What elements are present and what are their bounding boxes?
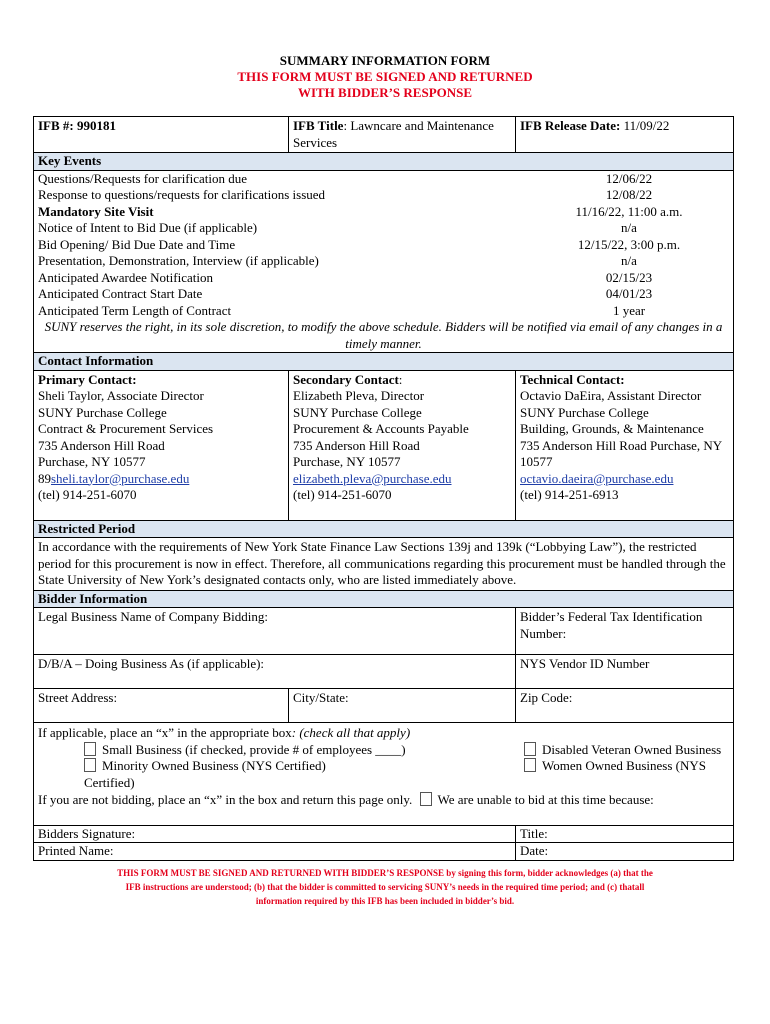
key-event-date: 12/08/22 (605, 187, 653, 202)
signature-field[interactable]: Bidders Signature: (34, 825, 516, 843)
primary-contact-label: Primary Contact: (38, 371, 137, 387)
technical-email-link[interactable]: octavio.daeira@purchase.edu (520, 470, 674, 486)
key-event-row (38, 220, 729, 237)
key-event-date: 1 year (612, 302, 646, 318)
key-event-label: Anticipated Contract Start Date (38, 286, 203, 301)
ifb-title-value: : Lawncare and Maintenance Services (293, 118, 494, 150)
secondary-contact-line: 735 Anderson Hill Road (293, 437, 420, 453)
key-event-row (38, 270, 729, 287)
key-events-list (38, 171, 729, 320)
key-event-row (38, 253, 729, 270)
key-event-label: Questions/Requests for clarification due (38, 170, 248, 186)
key-event-row (38, 204, 729, 221)
women-owned-checkbox[interactable] (524, 758, 536, 772)
key-events-heading: Key Events (34, 153, 734, 171)
disabled-veteran-checkbox[interactable] (524, 742, 536, 756)
small-business-checkbox[interactable] (84, 742, 96, 756)
schedule-note: SUNY reserves the right, in its sole discretion, to modify the above schedule. Bidders will be notified via email of any changes in a timely manner. (44, 319, 723, 351)
form-notice-line-2: WITH BIDDER’S RESPONSE (297, 85, 473, 100)
ifb-number-label: IFB #: (38, 118, 74, 133)
primary-contact-cell (34, 370, 289, 520)
secondary-contact-cell: Secondary Contact: Elizabeth Pleva, Director SUNY Purchase College Procurement & Accounts Payable 735 Anderson Hill Road Purchase, NY 10577 elizabeth.pleva@purchase.edu (tel) 914-251-6070 (289, 370, 516, 520)
form-title: SUMMARY INFORMATION FORM (279, 53, 491, 68)
city-state-field[interactable]: City/State: (289, 689, 516, 723)
primary-email-prefix: 89 (38, 470, 51, 486)
restricted-period-heading: Restricted Period (34, 520, 734, 538)
tax-id-field[interactable]: Bidder’s Federal Tax Identification Number: (516, 608, 734, 655)
small-business-label: Small Business (if checked, provide # of employees ____) (102, 741, 406, 757)
ifb-release-cell (516, 117, 734, 153)
disabled-veteran-label: Disabled Veteran Owned Business (542, 741, 722, 757)
form-notice-line-1: THIS FORM MUST BE SIGNED AND RETURNED (237, 69, 533, 84)
ifb-number: 990181 (77, 118, 116, 133)
contact-info-heading: Contact Information (34, 353, 734, 371)
printed-name-field[interactable]: Printed Name: (34, 843, 516, 861)
key-event-date: n/a (621, 220, 637, 235)
unable-to-bid-text: We are unable to bid at this time because: (437, 792, 654, 807)
primary-contact-line: 735 Anderson Hill Road (38, 437, 165, 453)
key-event-label: Bid Opening/ Bid Due Date and Time (38, 236, 236, 252)
secondary-email-link[interactable]: elizabeth.pleva@purchase.edu (293, 470, 452, 486)
key-event-label: Mandatory Site Visit (38, 203, 154, 219)
bidder-info-heading: Bidder Information (34, 590, 734, 608)
certified-label: Certified) (84, 774, 135, 790)
key-event-date: n/a (621, 253, 637, 268)
key-event-date: 11/16/22, 11:00 a.m. (575, 203, 683, 219)
women-owned-label: Women Owned Business (NYS (542, 758, 706, 773)
vendor-id-field[interactable]: NYS Vendor ID Number (516, 655, 734, 689)
key-event-label: Response to questions/requests for clarifications issued (38, 187, 326, 202)
ifb-number-cell (34, 117, 289, 153)
technical-contact-line: Octavio DaEira, Assistant Director (520, 388, 702, 403)
date-field[interactable]: Date: (516, 843, 734, 861)
footer-notice: THIS FORM MUST BE SIGNED AND RETURNED WITH BIDDER’S RESPONSE by signing this form, bidder acknowledges (a) that the IFB instructions are understood; (b) that the bidder is committed to servicing SUNY’s needs in the required time period; and (c) thatall information required by this IFB has been included in bidder’s bid. (117, 868, 653, 906)
dba-field[interactable]: D/B/A – Doing Business As (if applicable): (34, 655, 516, 689)
key-events-cell (34, 170, 734, 353)
ifb-title-label: IFB Title (293, 118, 344, 133)
primary-contact-line: Contract & Procurement Services (38, 421, 214, 436)
primary-email-link[interactable]: sheli.taylor@purchase.edu (51, 470, 190, 486)
technical-contact-line: 735 Anderson Hill Road Purchase, NY 10577 (520, 437, 722, 469)
secondary-contact-line: SUNY Purchase College (293, 404, 422, 420)
secondary-contact-label: Secondary Contact (293, 371, 399, 387)
technical-contact-line: Building, Grounds, & Maintenance (520, 421, 704, 436)
key-event-date: 12/15/22, 3:00 p.m. (577, 236, 681, 252)
ifb-release-date: 11/09/22 (623, 118, 670, 133)
key-event-label: Notice of Intent to Bid Due (if applicable) (38, 220, 258, 235)
business-type-cell (34, 723, 734, 826)
key-event-date: 02/15/23 (605, 269, 653, 285)
key-event-row (38, 171, 729, 188)
zip-code-field[interactable]: Zip Code: (516, 689, 734, 723)
not-bidding-text: If you are not bidding, place an “x” in the box and return this page only. (38, 792, 413, 807)
technical-contact-tel: (tel) 914-251-6913 (520, 487, 619, 502)
secondary-contact-line: Procurement & Accounts Payable (293, 421, 469, 436)
restricted-period-text: In accordance with the requirements of New York State Finance Law Sections 139j and 139k (“Lobbying Law”), the restricted period for this procurement is now in effect. Therefore, all communications regarding this procurement must be handled through the State University of New York’s designated contacts only, who are listed immediately above. (34, 538, 734, 591)
key-event-label: Presentation, Demonstration, Interview (if applicable) (38, 253, 319, 268)
technical-contact-line: SUNY Purchase College (520, 404, 649, 420)
key-event-label: Anticipated Awardee Notification (38, 269, 213, 285)
title-field[interactable]: Title: (516, 825, 734, 843)
street-address-field[interactable]: Street Address: (34, 689, 289, 723)
key-event-row (38, 303, 729, 320)
technical-contact-label: Technical Contact: (520, 371, 625, 387)
minority-owned-checkbox[interactable] (84, 758, 96, 772)
primary-contact-line: Purchase, NY 10577 (38, 454, 146, 469)
summary-table (33, 116, 734, 861)
secondary-contact-line: Purchase, NY 10577 (293, 454, 401, 469)
ifb-title-cell (289, 117, 516, 153)
minority-owned-label: Minority Owned Business (NYS Certified) (102, 758, 326, 773)
primary-contact-line: SUNY Purchase College (38, 404, 167, 420)
key-event-label: Anticipated Term Length of Contract (38, 302, 232, 318)
applicable-check: : (check all that apply) (291, 725, 411, 740)
legal-name-field[interactable]: Legal Business Name of Company Bidding: (34, 608, 516, 655)
secondary-contact-tel: (tel) 914-251-6070 (293, 487, 392, 502)
not-bidding-checkbox[interactable] (420, 792, 432, 806)
key-event-row (38, 286, 729, 303)
key-event-row (38, 237, 729, 254)
key-event-row (38, 187, 729, 204)
technical-contact-cell (516, 370, 734, 520)
key-event-date: 04/01/23 (605, 286, 653, 301)
secondary-contact-line: Elizabeth Pleva, Director (293, 388, 425, 403)
applicable-intro: If applicable, place an “x” in the appropriate box (38, 725, 292, 740)
primary-contact-line: Sheli Taylor, Associate Director (38, 388, 204, 403)
ifb-release-label: IFB Release Date: (520, 118, 621, 133)
primary-contact-tel: (tel) 914-251-6070 (38, 487, 137, 502)
key-event-date: 12/06/22 (605, 170, 653, 186)
